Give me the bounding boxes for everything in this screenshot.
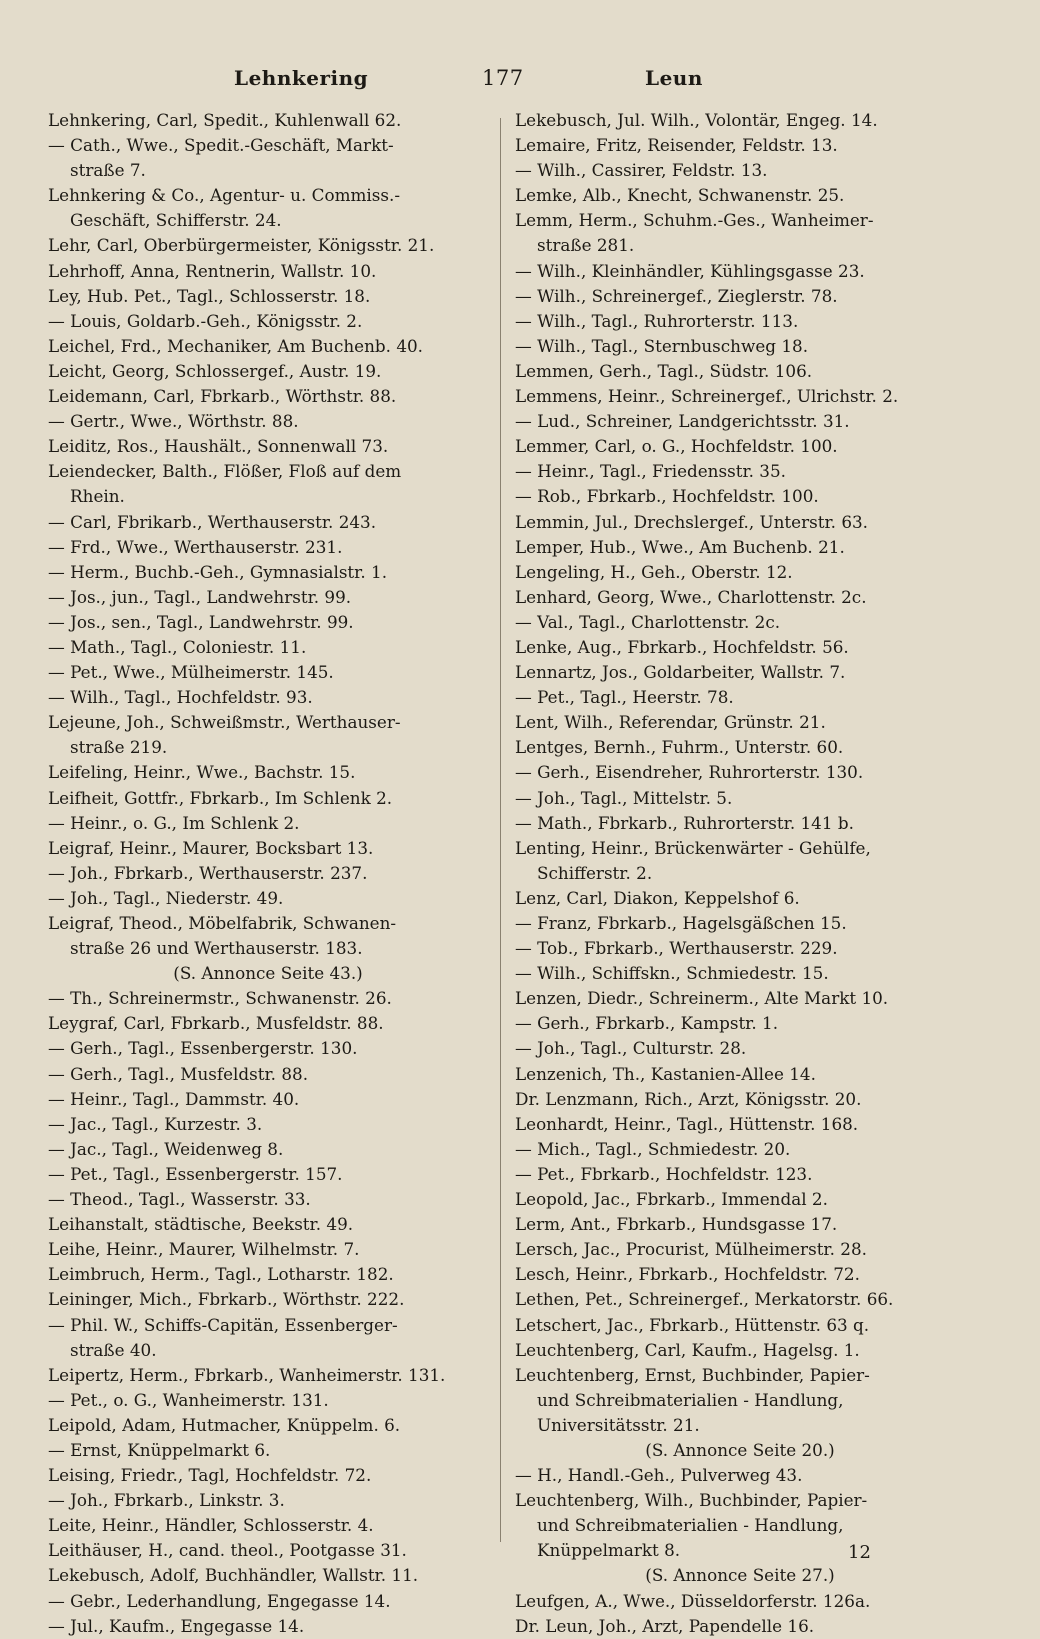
directory-line: Leidemann, Carl, Fbrkarb., Wörthstr. 88. (48, 386, 397, 407)
directory-line: Leonhardt, Heinr., Tagl., Hüttenstr. 168. (515, 1113, 859, 1134)
directory-line: Lemmen, Gerh., Tagl., Südstr. 106. (515, 360, 813, 381)
directory-line: Schifferstr. 2. (537, 862, 653, 883)
directory-line: Leiendecker, Balth., Flößer, Floß auf dem (48, 461, 402, 482)
directory-line: und Schreibmaterialien - Handlung, (537, 1515, 844, 1536)
directory-line: — Wilh., Schreinergef., Zieglerstr. 78. (515, 285, 838, 306)
directory-line: Leichel, Frd., Mechaniker, Am Buchenb. 40. (48, 335, 424, 356)
directory-line: — H., Handl.-Geh., Pulverweg 43. (515, 1465, 803, 1486)
directory-line: — Louis, Goldarb.-Geh., Königsstr. 2. (48, 310, 363, 331)
directory-line: Geschäft, Schifferstr. 24. (70, 210, 282, 231)
directory-line: Lekebusch, Adolf, Buchhändler, Wallstr. 11. (48, 1565, 419, 1586)
directory-line: (S. Annonce Seite 20.) (645, 1439, 835, 1460)
directory-line: — Jac., Tagl., Kurzestr. 3. (48, 1113, 263, 1134)
directory-line: Lentges, Bernh., Fuhrm., Unterstr. 60. (515, 737, 844, 758)
directory-line: — Wilh., Tagl., Sternbuschweg 18. (515, 335, 809, 356)
directory-line: Leifheit, Gottfr., Fbrkarb., Im Schlenk 2. (48, 787, 393, 808)
directory-line: — Heinr., o. G., Im Schlenk 2. (48, 812, 300, 833)
directory-line: — Jac., Tagl., Weidenweg 8. (48, 1138, 284, 1159)
directory-line: — Joh., Tagl., Niederstr. 49. (48, 887, 284, 908)
directory-line: — Joh., Tagl., Culturstr. 28. (515, 1038, 747, 1059)
directory-line: Leigraf, Theod., Möbelfabrik, Schwanen- (48, 913, 397, 933)
directory-line: Lenzen, Diedr., Schreinerm., Alte Markt 10. (515, 988, 889, 1009)
directory-line: — Gerh., Eisendreher, Ruhrorterstr. 130. (515, 762, 864, 783)
directory-line: — Pet., Tagl., Essenbergerstr. 157. (48, 1163, 343, 1184)
directory-line: — Theod., Tagl., Wasserstr. 33. (48, 1189, 311, 1210)
directory-line: Leimbruch, Herm., Tagl., Lotharstr. 182. (48, 1264, 394, 1285)
directory-line: — Jos., jun., Tagl., Landwehrstr. 99. (48, 586, 352, 607)
directory-line: Lersch, Jac., Procurist, Mülheimerstr. 28. (515, 1239, 867, 1260)
directory-line: Leuchtenberg, Carl, Kaufm., Hagelsg. 1. (515, 1339, 860, 1360)
directory-line: Leiditz, Ros., Haushält., Sonnenwall 73. (48, 436, 389, 457)
directory-line: — Herm., Buchb.-Geh., Gymnasialstr. 1. (48, 561, 388, 582)
directory-line: Lenke, Aug., Fbrkarb., Hochfeldstr. 56. (515, 636, 849, 657)
directory-line: — Jos., sen., Tagl., Landwehrstr. 99. (48, 611, 354, 632)
directory-line: Lenz, Carl, Diakon, Keppelshof 6. (515, 887, 800, 908)
directory-line: — Pet., Fbrkarb., Hochfeldstr. 123. (515, 1163, 813, 1184)
directory-line: Lennartz, Jos., Goldarbeiter, Wallstr. 7. (515, 662, 846, 683)
right-column (515, 108, 965, 1639)
directory-line: — Phil. W., Schiffs-Capitän, Essenberger- (48, 1314, 398, 1335)
directory-line: straße 26 und Werthauserstr. 183. (70, 938, 363, 959)
directory-line: Lenhard, Georg, Wwe., Charlottenstr. 2c. (515, 586, 867, 607)
directory-line: straße 219. (70, 737, 168, 758)
directory-line: Leininger, Mich., Fbrkarb., Wörthstr. 222. (48, 1289, 405, 1310)
signature-mark: 12 (848, 1542, 871, 1563)
directory-line: Leicht, Georg, Schlossergef., Austr. 19. (48, 360, 382, 381)
directory-line: Leithäuser, H., cand. theol., Pootgasse 31. (48, 1540, 407, 1561)
directory-line: Lenzenich, Th., Kastanien-Allee 14. (515, 1063, 816, 1084)
directory-line: Rhein. (70, 486, 125, 507)
directory-line: straße 281. (537, 235, 635, 256)
directory-line: — Wilh., Cassirer, Feldstr. 13. (515, 160, 768, 181)
directory-line: Lesch, Heinr., Fbrkarb., Hochfeldstr. 72. (515, 1264, 860, 1285)
directory-line: — Th., Schreinermstr., Schwanenstr. 26. (48, 988, 392, 1009)
directory-line: straße 40. (70, 1339, 157, 1360)
directory-line: — Jul., Kaufm., Engegasse 14. (48, 1615, 305, 1636)
directory-line: — Gerh., Fbrkarb., Kampstr. 1. (515, 1013, 779, 1034)
directory-line: Dr. Lenzmann, Rich., Arzt, Königsstr. 20. (515, 1088, 862, 1109)
directory-line: Leigraf, Heinr., Maurer, Bocksbart 13. (48, 837, 374, 858)
directory-line: Leising, Friedr., Tagl, Hochfeldstr. 72. (48, 1465, 372, 1486)
directory-line: Lekebusch, Jul. Wilh., Volontär, Engeg. 14. (515, 110, 878, 130)
directory-line: — Pet., Tagl., Heerstr. 78. (515, 687, 734, 708)
directory-line: — Mich., Tagl., Schmiedestr. 20. (515, 1138, 791, 1159)
directory-line: — Frd., Wwe., Werthauserstr. 231. (48, 536, 343, 557)
directory-line: Lemaire, Fritz, Reisender, Feldstr. 13. (515, 135, 838, 156)
directory-line: Leihe, Heinr., Maurer, Wilhelmstr. 7. (48, 1239, 360, 1260)
directory-line: — Joh., Tagl., Mittelstr. 5. (515, 787, 733, 808)
directory-line: Lent, Wilh., Referendar, Grünstr. 21. (515, 712, 826, 733)
directory-line: — Carl, Fbrikarb., Werthauserstr. 243. (48, 511, 377, 532)
directory-line: Lemper, Hub., Wwe., Am Buchenb. 21. (515, 536, 845, 557)
directory-line: Lehrhoff, Anna, Rentnerin, Wallstr. 10. (48, 260, 377, 281)
directory-line: Leuchtenberg, Wilh., Buchbinder, Papier- (515, 1490, 868, 1511)
directory-line: Leifeling, Heinr., Wwe., Bachstr. 15. (48, 762, 356, 783)
header-left-word: Lehnkering (234, 66, 369, 90)
directory-line: (S. Annonce Seite 43.) (173, 963, 363, 984)
directory-line: — Pet., o. G., Wanheimerstr. 131. (48, 1389, 329, 1410)
directory-line: — Math., Fbrkarb., Ruhrorterstr. 141 b. (515, 812, 854, 833)
directory-line: Universitätsstr. 21. (537, 1414, 700, 1435)
directory-line: — Gertr., Wwe., Wörthstr. 88. (48, 411, 299, 432)
directory-line: — Heinr., Tagl., Friedensstr. 35. (515, 461, 786, 482)
directory-line: Leipold, Adam, Hutmacher, Knüppelm. 6. (48, 1414, 401, 1435)
directory-line: Lehnkering & Co., Agentur- u. Commiss.- (48, 185, 401, 206)
directory-line: Leufgen, A., Wwe., Düsseldorferstr. 126a. (515, 1590, 871, 1611)
directory-line: Lehnkering, Carl, Spedit., Kuhlenwall 62. (48, 110, 402, 130)
directory-line: — Rob., Fbrkarb., Hochfeldstr. 100. (515, 486, 819, 507)
directory-line: straße 7. (70, 160, 146, 181)
directory-line: Leipertz, Herm., Fbrkarb., Wanheimerstr. 131. (48, 1364, 446, 1385)
header-right-word: Leun (645, 66, 703, 90)
directory-line: Lejeune, Joh., Schweißmstr., Werthauser- (48, 712, 401, 733)
directory-line: Lethen, Pet., Schreinergef., Merkatorstr. 66. (515, 1289, 894, 1310)
directory-line: Lemmin, Jul., Drechslergef., Unterstr. 63. (515, 511, 869, 532)
directory-line: Lenting, Heinr., Brückenwärter - Gehülfe, (515, 837, 871, 858)
directory-line: Lerm, Ant., Fbrkarb., Hundsgasse 17. (515, 1214, 838, 1235)
directory-line: — Joh., Fbrkarb., Linkstr. 3. (48, 1490, 285, 1511)
directory-line: — Cath., Wwe., Spedit.-Geschäft, Markt- (48, 135, 394, 156)
column-divider (500, 118, 501, 1542)
directory-line: — Heinr., Tagl., Dammstr. 40. (48, 1088, 300, 1109)
directory-line: Lemke, Alb., Knecht, Schwanenstr. 25. (515, 185, 845, 206)
directory-line: — Gerh., Tagl., Essenbergerstr. 130. (48, 1038, 358, 1059)
directory-line: Ley, Hub. Pet., Tagl., Schlosserstr. 18. (48, 285, 371, 306)
directory-line: (S. Annonce Seite 27.) (645, 1565, 835, 1586)
directory-line: und Schreibmaterialien - Handlung, (537, 1389, 844, 1410)
left-column (48, 108, 488, 1639)
directory-line: — Wilh., Tagl., Ruhrorterstr. 113. (515, 310, 799, 331)
directory-line: — Val., Tagl., Charlottenstr. 2c. (515, 611, 781, 632)
directory-line: — Gebr., Lederhandlung, Engegasse 14. (48, 1590, 391, 1611)
directory-line: — Lud., Schreiner, Landgerichtsstr. 31. (515, 411, 850, 432)
directory-line: Leygraf, Carl, Fbrkarb., Musfeldstr. 88. (48, 1013, 384, 1034)
directory-line: — Tob., Fbrkarb., Werthauserstr. 229. (515, 938, 838, 959)
directory-line: — Wilh., Schiffskn., Schmiedestr. 15. (515, 963, 829, 984)
directory-line: — Wilh., Kleinhändler, Kühlingsgasse 23. (515, 260, 865, 281)
directory-line: Leuchtenberg, Ernst, Buchbinder, Papier- (515, 1364, 870, 1385)
directory-line: Leopold, Jac., Fbrkarb., Immendal 2. (515, 1189, 828, 1210)
directory-line: — Wilh., Tagl., Hochfeldstr. 93. (48, 687, 313, 708)
directory-line: Knüppelmarkt 8. (537, 1540, 681, 1561)
directory-line: — Joh., Fbrkarb., Werthauserstr. 237. (48, 862, 368, 883)
directory-line: Leite, Heinr., Händler, Schlosserstr. 4. (48, 1515, 374, 1536)
directory-line: — Ernst, Knüppelmarkt 6. (48, 1439, 271, 1460)
page-number: 177 (482, 66, 524, 90)
directory-line: Lehr, Carl, Oberbürgermeister, Königsstr. 21. (48, 235, 435, 256)
directory-line: — Pet., Wwe., Mülheimerstr. 145. (48, 662, 334, 683)
directory-line: Dr. Leun, Joh., Arzt, Papendelle 16. (515, 1615, 815, 1636)
directory-line: — Gerh., Tagl., Musfeldstr. 88. (48, 1063, 309, 1084)
directory-line: Leihanstalt, städtische, Beekstr. 49. (48, 1214, 354, 1235)
directory-line: — Math., Tagl., Coloniestr. 11. (48, 636, 307, 657)
directory-line: Lemm, Herm., Schuhm.-Ges., Wanheimer- (515, 210, 874, 231)
directory-line: Letschert, Jac., Fbrkarb., Hüttenstr. 63 q. (515, 1314, 870, 1335)
directory-line: Lemmer, Carl, o. G., Hochfeldstr. 100. (515, 436, 838, 457)
directory-line: Lemmens, Heinr., Schreinergef., Ulrichstr. 2. (515, 386, 899, 407)
directory-line: — Franz, Fbrkarb., Hagelsgäßchen 15. (515, 913, 847, 933)
directory-line: Lengeling, H., Geh., Oberstr. 12. (515, 561, 793, 582)
